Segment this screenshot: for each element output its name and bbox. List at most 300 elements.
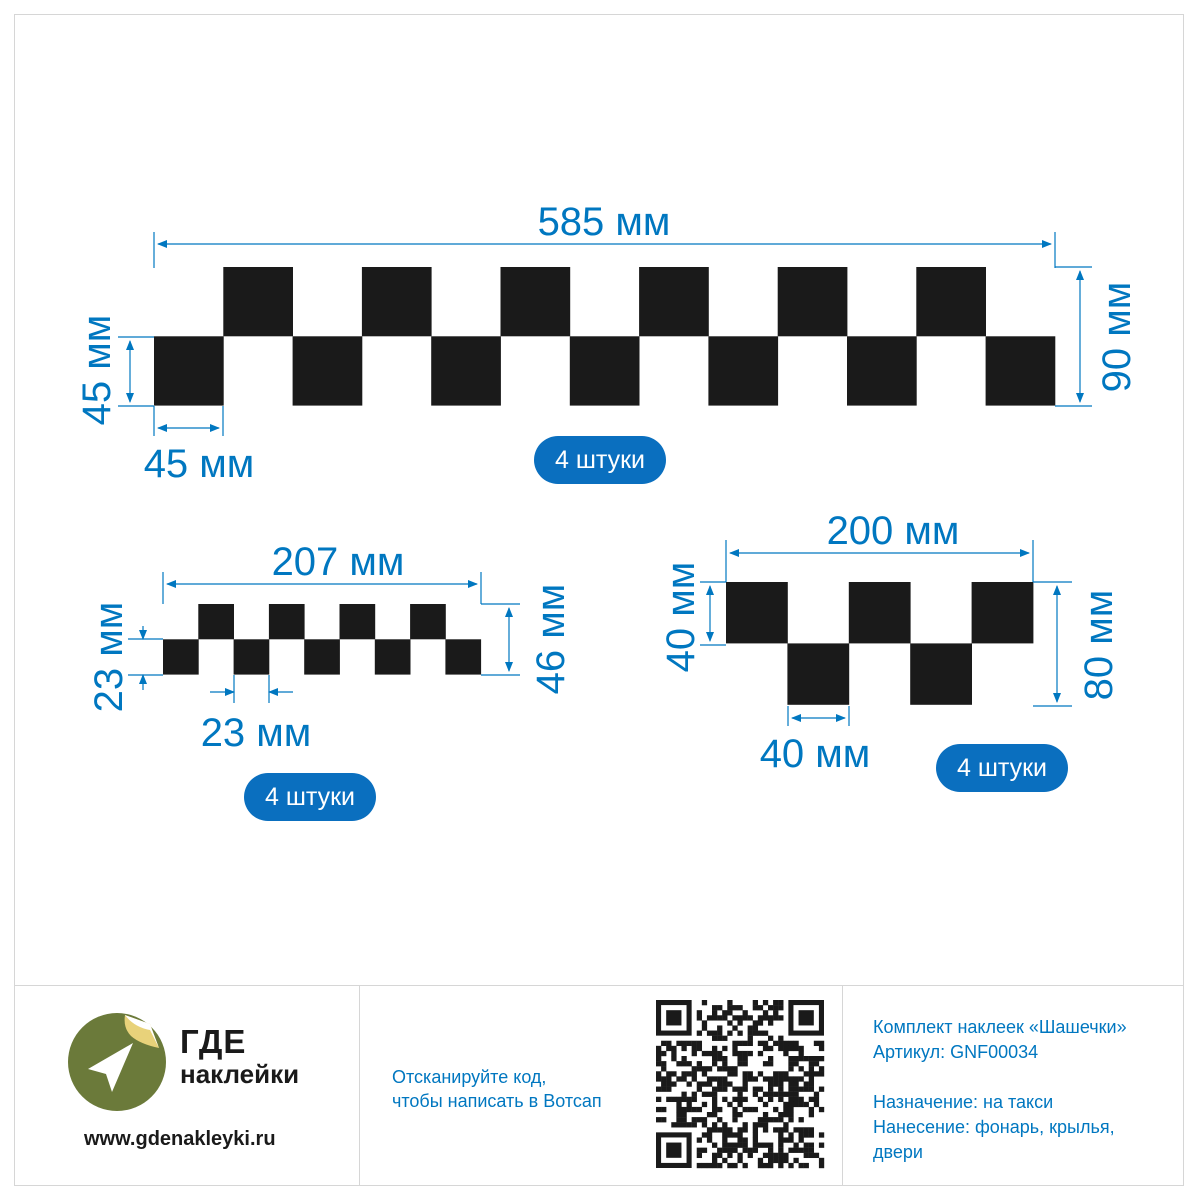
qr-module (707, 1163, 712, 1168)
qr-module (707, 1031, 712, 1036)
qr-module (697, 1081, 702, 1086)
qr-module (753, 1087, 758, 1092)
qr-module (758, 1158, 763, 1163)
qr-module (697, 1148, 702, 1153)
qr-module (783, 1046, 788, 1051)
qr-module (778, 1148, 783, 1153)
qr-module (727, 1143, 732, 1148)
qr-module (712, 1056, 717, 1061)
qr-module (722, 1158, 727, 1163)
qr-module (788, 1056, 793, 1061)
qr-module (671, 1081, 676, 1086)
qr-finder-inner (799, 1010, 814, 1025)
qr-module (809, 1056, 814, 1061)
qr-module (707, 1076, 712, 1081)
qr-finder-inner (666, 1010, 681, 1025)
qr-module (727, 1163, 732, 1168)
qr-module (692, 1117, 697, 1122)
qr-module (712, 1112, 717, 1117)
qr-module (743, 1051, 748, 1056)
qr-module (737, 1061, 742, 1066)
qr-module (809, 1087, 814, 1092)
qr-module (727, 1071, 732, 1076)
qr-module (809, 1071, 814, 1076)
qr-module (727, 1081, 732, 1086)
qr-module (768, 1046, 773, 1051)
qr-module (788, 1066, 793, 1071)
qr-module (778, 1046, 783, 1051)
qr-module (788, 1092, 793, 1097)
scan-text-line1: Отсканируйте код, (392, 1067, 547, 1087)
qr-module (809, 1127, 814, 1132)
qr-module (666, 1081, 671, 1086)
qr-module (788, 1117, 793, 1122)
qr-module (768, 1153, 773, 1158)
qr-module (773, 1092, 778, 1097)
location-arrow-icon (68, 1013, 166, 1111)
qr-module (819, 1066, 824, 1071)
qr-module (681, 1076, 686, 1081)
qr-module (758, 1041, 763, 1046)
checker-square (972, 582, 1034, 643)
qr-module (753, 1025, 758, 1030)
qr-module (748, 1025, 753, 1030)
qr-module (692, 1122, 697, 1127)
qr-module (799, 1076, 804, 1081)
qr-module (763, 1046, 768, 1051)
qr-module (753, 1076, 758, 1081)
qr-module (799, 1132, 804, 1137)
qr-module (692, 1046, 697, 1051)
qr-module (722, 1010, 727, 1015)
qr-module (783, 1102, 788, 1107)
qr-module (732, 1117, 737, 1122)
qr-module (768, 1020, 773, 1025)
qr-module (743, 1076, 748, 1081)
qr-module (783, 1112, 788, 1117)
qr-module (697, 1117, 702, 1122)
qr-module (763, 1117, 768, 1122)
qr-module (697, 1061, 702, 1066)
qr-module (743, 1015, 748, 1020)
qr-module (814, 1061, 819, 1066)
purpose: Назначение: на такси (873, 1092, 1054, 1112)
qr-module (702, 1025, 707, 1030)
qr-module (748, 1107, 753, 1112)
qr-module (799, 1117, 804, 1122)
qr-module (758, 1051, 763, 1056)
checker-square (708, 336, 778, 405)
qr-module (676, 1102, 681, 1107)
qr-module (778, 1127, 783, 1132)
qr-module (727, 1153, 732, 1158)
qr-module (743, 1010, 748, 1015)
qr-module (676, 1122, 681, 1127)
qr-module (809, 1153, 814, 1158)
qr-module (804, 1153, 809, 1158)
qr-module (656, 1107, 661, 1112)
qr-module (666, 1087, 671, 1092)
qr-module (799, 1148, 804, 1153)
qr-module (799, 1097, 804, 1102)
quantity-badge-small: 4 штуки (244, 773, 376, 821)
qr-module (732, 1097, 737, 1102)
qr-module (717, 1117, 722, 1122)
qr-module (768, 1036, 773, 1041)
qr-module (788, 1041, 793, 1046)
qr-module (819, 1087, 824, 1092)
qr-module (722, 1056, 727, 1061)
cell-height-label-medium: 40 мм (659, 561, 703, 673)
qr-module (763, 1163, 768, 1168)
qr-module (778, 1112, 783, 1117)
qr-module (753, 1005, 758, 1010)
qr-module (788, 1061, 793, 1066)
qr-module (702, 1000, 707, 1005)
qr-module (763, 1041, 768, 1046)
qr-module (722, 1036, 727, 1041)
product-name: Комплект наклеек «Шашечки» (873, 1017, 1127, 1037)
qr-module (722, 1076, 727, 1081)
qr-module (712, 1046, 717, 1051)
qr-module (681, 1122, 686, 1127)
qr-module (799, 1127, 804, 1132)
qr-module (687, 1097, 692, 1102)
checker-square (293, 336, 363, 405)
qr-module (702, 1051, 707, 1056)
qr-module (671, 1097, 676, 1102)
qr-module (819, 1158, 824, 1163)
qr-module (666, 1097, 671, 1102)
qr-module (783, 1137, 788, 1142)
qr-module (707, 1132, 712, 1137)
qr-module (773, 1158, 778, 1163)
qr-module (778, 1081, 783, 1086)
qr-module (717, 1051, 722, 1056)
qr-module (717, 1031, 722, 1036)
qr-module (732, 1051, 737, 1056)
qr-module (732, 1107, 737, 1112)
qr-module (692, 1051, 697, 1056)
qr-module (702, 1092, 707, 1097)
qr-module (737, 1051, 742, 1056)
qr-module (656, 1071, 661, 1076)
checker-square (986, 336, 1056, 405)
qr-module (722, 1061, 727, 1066)
checker-square (726, 582, 788, 643)
qr-module (717, 1148, 722, 1153)
qr-module (676, 1097, 681, 1102)
qr-module (763, 1122, 768, 1127)
qr-module (692, 1041, 697, 1046)
qr-module (666, 1041, 671, 1046)
checker-strip-large (154, 267, 1055, 406)
qr-module (732, 1025, 737, 1030)
qr-module (722, 1137, 727, 1142)
qr-module (671, 1051, 676, 1056)
qr-module (788, 1107, 793, 1112)
qr-module (773, 1010, 778, 1015)
qr-module (712, 1097, 717, 1102)
qr-module (819, 1041, 824, 1046)
qr-module (773, 1000, 778, 1005)
height-label-small: 46 мм (529, 583, 573, 695)
qr-module (717, 1056, 722, 1061)
qr-module (768, 1092, 773, 1097)
qr-module (743, 1127, 748, 1132)
qr-module (656, 1117, 661, 1122)
qr-module (763, 1000, 768, 1005)
qr-module (712, 1158, 717, 1163)
qr-module (712, 1051, 717, 1056)
qr-module (758, 1031, 763, 1036)
checker-square (570, 336, 640, 405)
qr-module (661, 1076, 666, 1081)
qr-code[interactable] (652, 996, 828, 1172)
qr-module (737, 1031, 742, 1036)
qr-module (707, 1051, 712, 1056)
qr-module (702, 1132, 707, 1137)
qr-module (722, 1127, 727, 1132)
qr-module (676, 1112, 681, 1117)
qr-module (753, 1148, 758, 1153)
qr-module (748, 1051, 753, 1056)
qr-module (778, 1143, 783, 1148)
qr-module (758, 1020, 763, 1025)
qr-module (737, 1102, 742, 1107)
qr-module (671, 1122, 676, 1127)
qr-module (671, 1056, 676, 1061)
qr-module (793, 1102, 798, 1107)
qr-module (804, 1132, 809, 1137)
checker-square (163, 639, 199, 674)
qr-module (788, 1081, 793, 1086)
qr-module (737, 1092, 742, 1097)
qr-module (748, 1071, 753, 1076)
qr-module (778, 1015, 783, 1020)
qr-module (773, 1107, 778, 1112)
qr-module (799, 1137, 804, 1142)
qr-module (814, 1102, 819, 1107)
checker-square (639, 267, 709, 336)
qr-module (814, 1071, 819, 1076)
qr-module (722, 1097, 727, 1102)
qr-module (804, 1081, 809, 1086)
website-link[interactable]: www.gdenakleyki.ru (84, 1128, 276, 1150)
qr-module (758, 1071, 763, 1076)
qr-module (753, 1127, 758, 1132)
qr-module (743, 1163, 748, 1168)
qr-module (712, 1122, 717, 1127)
checker-square (431, 336, 501, 405)
checker-square (910, 643, 972, 704)
qr-module (778, 1041, 783, 1046)
qr-module (727, 1020, 732, 1025)
qr-module (793, 1087, 798, 1092)
qr-module (814, 1041, 819, 1046)
qr-module (702, 1066, 707, 1071)
qr-module (793, 1143, 798, 1148)
checker-square (847, 336, 917, 405)
qr-module (727, 1066, 732, 1071)
qr-module (788, 1076, 793, 1081)
qr-module (814, 1097, 819, 1102)
qr-module (768, 1087, 773, 1092)
qr-module (819, 1132, 824, 1137)
qr-module (819, 1163, 824, 1168)
width-label-small: 207 мм (271, 540, 405, 584)
qr-module (748, 1148, 753, 1153)
qr-module (666, 1076, 671, 1081)
qr-module (793, 1127, 798, 1132)
qr-module (702, 1122, 707, 1127)
qr-module (676, 1041, 681, 1046)
qr-module (793, 1081, 798, 1086)
qr-module (768, 1081, 773, 1086)
qr-module (768, 1143, 773, 1148)
qr-module (692, 1097, 697, 1102)
qr-module (707, 1092, 712, 1097)
qr-module (717, 1087, 722, 1092)
width-label-medium: 200 мм (826, 509, 960, 553)
qr-module (768, 1015, 773, 1020)
qr-module (687, 1061, 692, 1066)
qr-module (819, 1071, 824, 1076)
height-label-large: 90 мм (1095, 281, 1139, 393)
qr-module (783, 1092, 788, 1097)
qr-module (799, 1066, 804, 1071)
qr-module (758, 1005, 763, 1010)
qr-module (753, 1137, 758, 1142)
qr-module (697, 1046, 702, 1051)
qr-module (788, 1148, 793, 1153)
brand-name-line1: ГДЕ (180, 1023, 247, 1060)
qr-module (737, 1005, 742, 1010)
qr-module (681, 1046, 686, 1051)
qr-module (692, 1066, 697, 1071)
qr-module (773, 1076, 778, 1081)
qr-module (707, 1137, 712, 1142)
qr-module (793, 1097, 798, 1102)
qr-module (697, 1066, 702, 1071)
qr-module (687, 1102, 692, 1107)
qr-module (737, 1015, 742, 1020)
qr-module (819, 1056, 824, 1061)
cell-width-label-small: 23 мм (200, 711, 312, 755)
qr-module (773, 1153, 778, 1158)
qr-module (732, 1148, 737, 1153)
qr-module (804, 1143, 809, 1148)
qr-module (661, 1066, 666, 1071)
qr-module (743, 1097, 748, 1102)
qr-module (687, 1071, 692, 1076)
application-line2: двери (873, 1142, 923, 1162)
qr-module (727, 1132, 732, 1137)
qr-module (671, 1071, 676, 1076)
qr-module (743, 1122, 748, 1127)
qr-module (804, 1071, 809, 1076)
qr-module (717, 1127, 722, 1132)
qr-module (799, 1056, 804, 1061)
qr-module (737, 1041, 742, 1046)
qr-module (783, 1127, 788, 1132)
qr-module (778, 1097, 783, 1102)
qr-module (778, 1092, 783, 1097)
qr-module (743, 1148, 748, 1153)
qr-module (778, 1005, 783, 1010)
qr-module (768, 1005, 773, 1010)
qr-module (697, 1153, 702, 1158)
qr-module (753, 1031, 758, 1036)
qr-module (676, 1061, 681, 1066)
qr-module (788, 1132, 793, 1137)
qr-module (783, 1122, 788, 1127)
qr-module (676, 1076, 681, 1081)
qr-module (783, 1107, 788, 1112)
qr-module (707, 1015, 712, 1020)
qr-module (727, 1000, 732, 1005)
qr-module (783, 1158, 788, 1163)
qr-module (692, 1107, 697, 1112)
qr-module (707, 1081, 712, 1086)
checker-square (787, 643, 849, 704)
qr-module (656, 1087, 661, 1092)
qr-module (661, 1061, 666, 1066)
qr-module (687, 1041, 692, 1046)
qr-module (712, 1061, 717, 1066)
checker-square (916, 267, 986, 336)
qr-module (788, 1137, 793, 1142)
qr-module (727, 1127, 732, 1132)
checker-square (410, 604, 446, 639)
qr-module (702, 1102, 707, 1107)
checker-square (849, 582, 911, 643)
qr-module (712, 1153, 717, 1158)
qr-module (722, 1015, 727, 1020)
qr-module (697, 1010, 702, 1015)
qr-module (778, 1000, 783, 1005)
qr-module (809, 1066, 814, 1071)
qr-module (748, 1036, 753, 1041)
qr-module (768, 1061, 773, 1066)
qr-module (809, 1132, 814, 1137)
qr-module (702, 1020, 707, 1025)
qr-module (712, 1143, 717, 1148)
qr-module (717, 1107, 722, 1112)
qr-module (661, 1087, 666, 1092)
qr-module (809, 1076, 814, 1081)
qr-module (717, 1036, 722, 1041)
qr-module (732, 1041, 737, 1046)
qr-module (753, 1107, 758, 1112)
qr-module (697, 1031, 702, 1036)
qr-module (763, 1153, 768, 1158)
cell-height-label-large: 45 мм (75, 314, 119, 426)
qr-module (661, 1041, 666, 1046)
qr-module (681, 1112, 686, 1117)
qr-module (788, 1163, 793, 1168)
qr-module (656, 1056, 661, 1061)
qr-module (743, 1087, 748, 1092)
qr-module (758, 1122, 763, 1127)
qr-module (687, 1107, 692, 1112)
qr-module (783, 1041, 788, 1046)
qr-module (763, 1112, 768, 1117)
qr-module (804, 1163, 809, 1168)
qr-module (732, 1163, 737, 1168)
qr-module (793, 1041, 798, 1046)
qr-module (809, 1148, 814, 1153)
